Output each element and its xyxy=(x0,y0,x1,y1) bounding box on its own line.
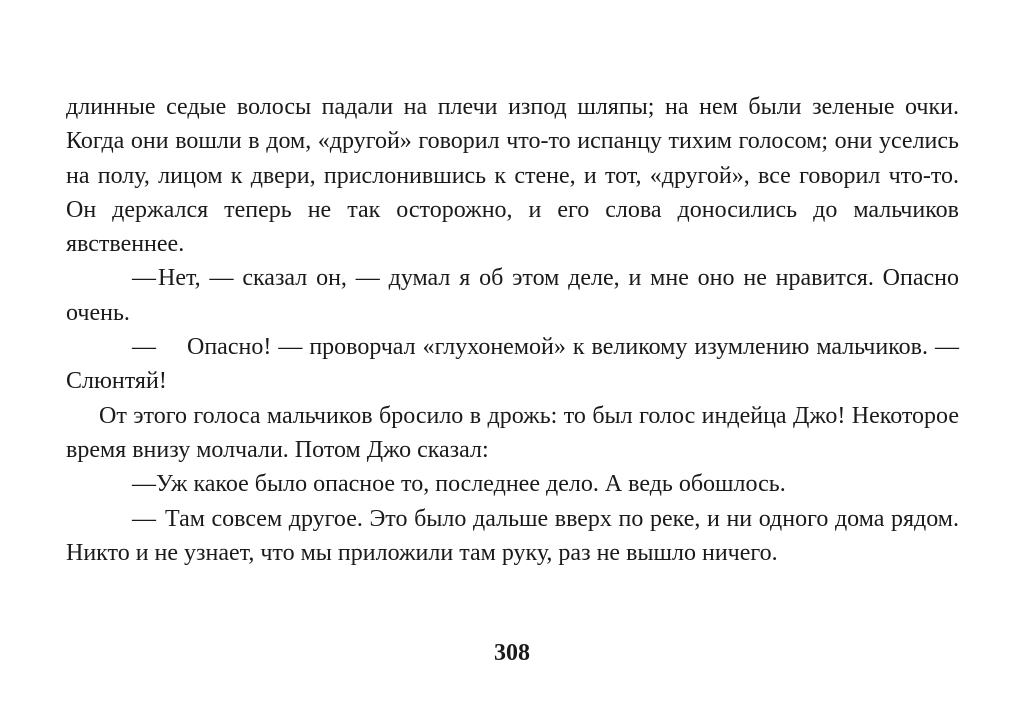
dialogue-dash: — xyxy=(132,505,156,532)
paragraph-4 xyxy=(66,399,959,468)
paragraph-5 xyxy=(66,467,959,501)
paragraph-5-text: Уж какое было опасное то, последнее дело. А ведь обошлось. xyxy=(156,471,786,498)
paragraph-6-text: Там совсем другое. Это было дальше вверх по реке, и ни одного дома рядом. Никто и не узнает, что мы приложили там руку, раз не вышло ничего. xyxy=(66,505,959,566)
paragraph-1-text: длинные седые волосы падали на плечи изпод шляпы; на нем были зеленые очки. Когда они вошли в дом, «другой» говорил что-то испанцу тихим голосом; они уселись на полу, лицом к двери, прислонившись к стене, и тот, «другой», все говорил что-то. Он держался теперь не так осторожно, и его слова доносились до мальчиков явственнее. xyxy=(66,94,959,258)
paragraph-3 xyxy=(66,330,959,399)
paragraph-6 xyxy=(66,502,959,571)
dialogue-dash: — xyxy=(132,265,156,292)
paragraph-2 xyxy=(66,261,959,330)
paragraph-3-text: Опасно! — проворчал «глухонемой» к великому изумлению мальчиков. — Слюнтяй! xyxy=(66,334,959,395)
paragraph-4-text: От этого голоса мальчиков бросило в дрожь: то был голос индейца Джо! Некоторое время внизу молчали. Потом Джо сказал: xyxy=(66,402,959,463)
dialogue-dash: — xyxy=(132,334,156,361)
paragraph-1 xyxy=(66,90,959,261)
dialogue-dash: — xyxy=(132,471,156,498)
body-text xyxy=(66,90,959,570)
paragraph-2-text: Нет, — сказал он, — думал я об этом деле, и мне оно не нравится. Опасно очень. xyxy=(66,265,959,326)
page-number: 308 xyxy=(494,640,530,666)
